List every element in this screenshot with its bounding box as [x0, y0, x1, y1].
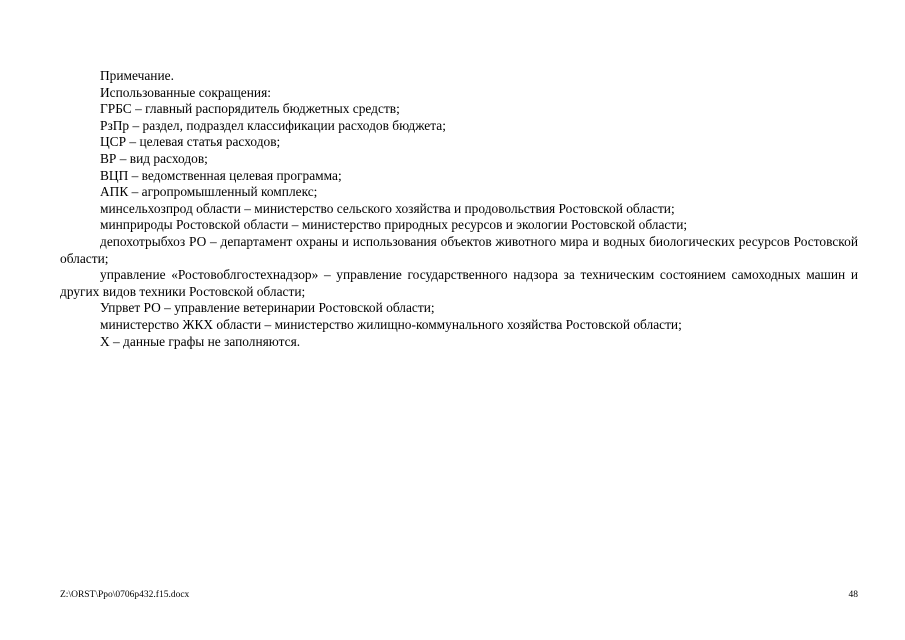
abbreviation-apk: АПК – агропромышленный комплекс;: [100, 184, 318, 200]
abbreviation-min-zhkkh: министерство ЖКХ области – министерство жилищно-коммунального хозяйства Ростовской области;: [100, 316, 682, 332]
abbreviations-intro: Использованные сокращения:: [100, 84, 271, 100]
abbreviation-minselkhozprod: минсельхозпрод области – министерство сельского хозяйства и продовольствия Ростовской области;: [100, 200, 675, 216]
abbreviation-rzpr: РзПр – раздел, подраздел классификации расходов бюджета;: [100, 117, 446, 133]
abbreviation-vtsp: ВЦП – ведомственная целевая программа;: [100, 167, 342, 183]
abbreviation-depokhotrybkhoz: депохотрыбхоз РО – департамент охраны и использования объектов животного мира и водных биологических ресурсов Ростовской области;: [60, 233, 858, 266]
note-heading: Примечание.: [100, 68, 174, 83]
abbreviation-tssr: ЦСР – целевая статья расходов;: [100, 134, 281, 150]
abbreviation-uprvet: Упрвет РО – управление ветеринарии Ростовской области;: [100, 300, 435, 316]
abbreviation-grbs: ГРБС – главный распорядитель бюджетных средств;: [100, 101, 400, 117]
abbreviations-note: [60, 68, 858, 350]
abbreviation-vr: ВР – вид расходов;: [100, 150, 208, 166]
abbreviation-minprirody: минприроды Ростовской области – министерство природных ресурсов и экологии Ростовской области;: [100, 217, 688, 233]
footer-page-number: 48: [848, 590, 858, 600]
abbreviation-rostovoblgostekhnadzor: управление «Ростовоблгостехнадзор» – управление государственного надзора за техническим состоянием самоходных машин и других видов техники Ростовской области;: [60, 267, 858, 299]
abbreviation-x: Х – данные графы не заполняются.: [100, 333, 301, 349]
footer-file-path: Z:\ORST\Ppo\0706p432.f15.docx: [60, 590, 190, 600]
